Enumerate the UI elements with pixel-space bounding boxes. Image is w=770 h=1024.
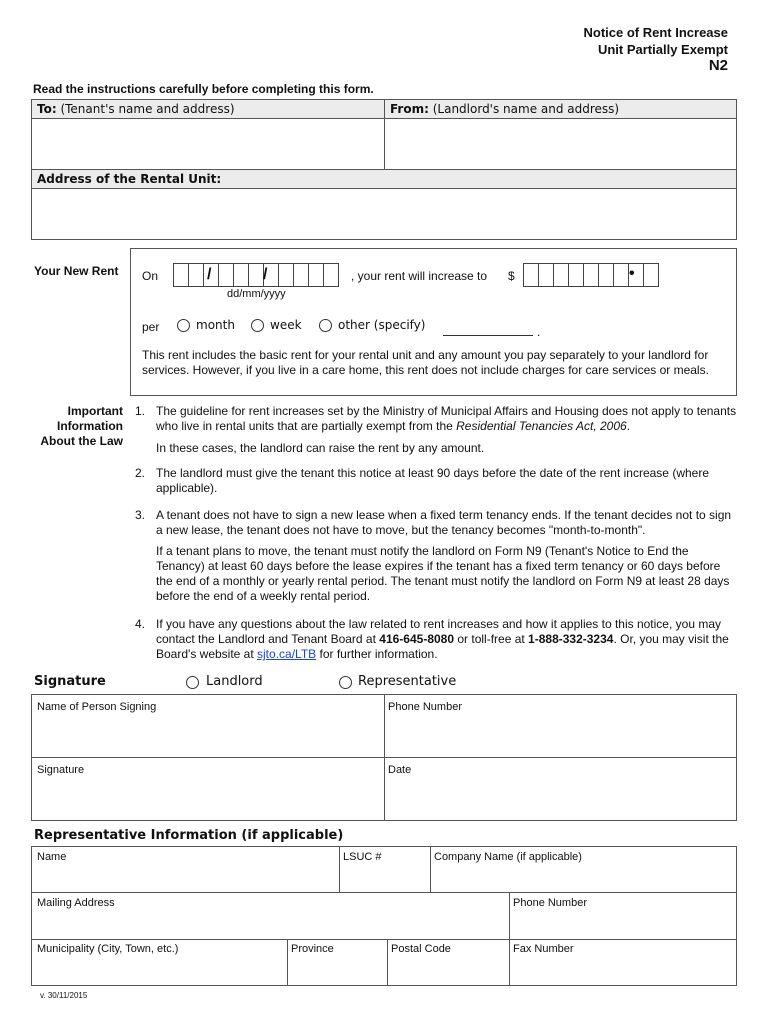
to-from-divider bbox=[384, 100, 385, 169]
other-specify-field[interactable] bbox=[443, 335, 533, 336]
rep-vdivider-province bbox=[287, 939, 288, 985]
date-label: Date bbox=[388, 764, 412, 776]
date-format-hint: dd/mm/yyyy bbox=[227, 288, 286, 300]
rep-mailing-field[interactable] bbox=[33, 911, 508, 938]
law-section-label: Important Information About the Law bbox=[40, 404, 123, 448]
rep-name-label: Name bbox=[37, 851, 67, 863]
rep-phone-label: Phone Number bbox=[513, 897, 587, 909]
law-item-3-number: 3. bbox=[135, 508, 146, 522]
landlord-label: Landlord bbox=[206, 674, 263, 689]
law-item-3-note: If a tenant plans to move, the tenant must notify the landlord on Form N9 (Tenant's Notice to End the Tenancy) at least 60 days before the lease expires if the tenant has a fixed term tenancy or 60 days before the end of a monthly or yearly rental period. The tenant must notify the landlord on Form N9 at least 28 days before the end of a weekly rental period. bbox=[156, 544, 730, 603]
law-item-2-number: 2. bbox=[135, 466, 146, 480]
rep-heading: Representative Information (if applicable) bbox=[34, 828, 344, 843]
signature-label: Signature bbox=[37, 764, 85, 776]
date-cells[interactable] bbox=[173, 263, 338, 287]
month-radio[interactable] bbox=[177, 319, 190, 332]
month-label: month bbox=[196, 318, 235, 332]
rep-phone-field[interactable] bbox=[511, 911, 735, 938]
signature-hdivider bbox=[32, 757, 736, 758]
rep-postal-field[interactable] bbox=[389, 957, 508, 984]
person-signing-field[interactable] bbox=[33, 715, 383, 755]
rental-unit-address-field[interactable] bbox=[33, 190, 735, 238]
other-radio[interactable] bbox=[319, 319, 332, 332]
instructions-text: Read the instructions carefully before completing this form. bbox=[33, 82, 374, 96]
per-text: per bbox=[142, 320, 160, 334]
week-radio[interactable] bbox=[251, 319, 264, 332]
rep-province-field[interactable] bbox=[289, 957, 386, 984]
form-code: N2 bbox=[708, 57, 728, 74]
landlord-radio[interactable] bbox=[186, 676, 199, 689]
rent-note: This rent includes the basic rent for your rental unit and any amount you pay separately to your landlord for services. However, if you live in a care home, this rent does not include charges for care services or meals. bbox=[142, 348, 709, 377]
law-item-3-text: A tenant does not have to sign a new lease when a fixed term tenancy ends. If the tenant decides not to sign a new lease, the tenant does not have to move, but the tenancy becomes "month-to-month". bbox=[156, 508, 732, 537]
rep-postal-label: Postal Code bbox=[391, 943, 451, 955]
rep-lsuc-label: LSUC # bbox=[343, 851, 382, 863]
law-item-2-text: The landlord must give the tenant this notice at least 90 days before the date of the rent increase (where applicable). bbox=[156, 466, 709, 495]
tenant-name-address-field[interactable] bbox=[33, 120, 383, 168]
rep-company-field[interactable] bbox=[432, 865, 735, 891]
ltb-website-link[interactable]: sjto.ca/LTB bbox=[257, 647, 317, 661]
signer-phone-label: Phone Number bbox=[388, 701, 462, 713]
rep-province-label: Province bbox=[291, 943, 334, 955]
rep-fax-field[interactable] bbox=[511, 957, 735, 984]
rep-box bbox=[31, 846, 737, 986]
period-dot: . bbox=[537, 325, 541, 339]
law-item-1-text: The guideline for rent increases set by the Ministry of Municipal Affairs and Housing does not apply to tenants who live in rental units that are partially exempt from the Residential Tenancies Act, 2006. bbox=[156, 404, 737, 433]
rep-hdivider-1 bbox=[32, 892, 736, 893]
decimal-point: • bbox=[629, 265, 635, 282]
law-item-1-note: In these cases, the landlord can raise the rent by any amount. bbox=[156, 441, 485, 455]
rep-name-field[interactable] bbox=[33, 865, 338, 891]
rep-vdivider-company bbox=[430, 847, 431, 892]
law-item-1-number: 1. bbox=[135, 404, 146, 418]
representative-label: Representative bbox=[358, 674, 457, 689]
other-label: other (specify) bbox=[338, 318, 426, 332]
law-item-4-text: If you have any questions about the law related to rent increases and how it applies to this notice, you may contact the Landlord and Tenant Board at 416-645-8080 or toll-free at 1-888-332-3234. Or, you may visit the Board's website at sjto.ca/LTB for further information. bbox=[156, 617, 729, 661]
person-signing-label: Name of Person Signing bbox=[37, 701, 157, 713]
rep-fax-label: Fax Number bbox=[513, 943, 574, 955]
rep-vdivider-postal bbox=[387, 939, 388, 985]
rental-unit-label: Address of the Rental Unit: bbox=[37, 172, 222, 186]
signature-box bbox=[31, 694, 737, 821]
law-item-4-number: 4. bbox=[135, 617, 146, 631]
form-title-line1: Notice of Rent Increase bbox=[583, 25, 728, 40]
signer-phone-field[interactable] bbox=[386, 715, 735, 755]
rep-mailing-label: Mailing Address bbox=[37, 897, 115, 909]
increase-text: , your rent will increase to bbox=[351, 269, 488, 283]
rep-vdivider-phone bbox=[509, 892, 510, 985]
dollar-sign: $ bbox=[508, 269, 515, 283]
signature-heading: Signature bbox=[34, 674, 106, 689]
representative-radio[interactable] bbox=[339, 676, 352, 689]
new-rent-box bbox=[130, 248, 737, 396]
to-label: To: (Tenant's name and address) bbox=[37, 102, 235, 116]
rep-municipality-field[interactable] bbox=[33, 957, 286, 984]
date-slash-2: / bbox=[263, 266, 268, 283]
rep-municipality-label: Municipality (City, Town, etc.) bbox=[37, 943, 179, 955]
version-text: v. 30/11/2015 bbox=[40, 991, 88, 1000]
signature-field[interactable] bbox=[33, 778, 383, 818]
date-slash-1: / bbox=[207, 266, 212, 283]
rep-lsuc-field[interactable] bbox=[341, 865, 429, 891]
from-label: From: (Landlord's name and address) bbox=[390, 102, 620, 116]
rep-company-label: Company Name (if applicable) bbox=[434, 851, 582, 863]
landlord-name-address-field[interactable] bbox=[386, 120, 736, 168]
rep-hdivider-2 bbox=[32, 939, 736, 940]
rep-vdivider-lsuc bbox=[339, 847, 340, 892]
on-text: On bbox=[142, 269, 159, 283]
form-title-line2: Unit Partially Exempt bbox=[597, 42, 728, 57]
week-label: week bbox=[270, 318, 302, 332]
date-field[interactable] bbox=[386, 778, 735, 818]
rental-unit-box bbox=[31, 169, 737, 240]
to-from-box bbox=[31, 99, 737, 170]
rent-amount-cells[interactable] bbox=[523, 263, 658, 287]
new-rent-label: Your New Rent bbox=[34, 264, 119, 278]
